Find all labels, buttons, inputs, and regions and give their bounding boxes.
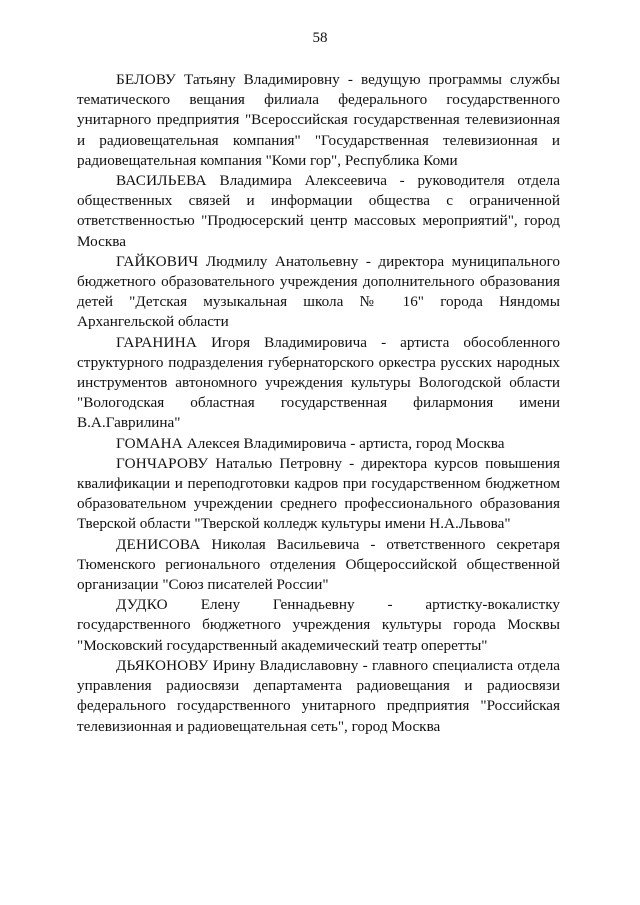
list-item (77, 656, 560, 737)
person-details: Николая Васильевича - ответственного секретаря Тюменского регионального отделения Общероссийской общественной организации "Союз писателей России" (77, 535, 560, 594)
person-surname: ДЬЯКОНОВУ (116, 656, 209, 674)
person-surname: БЕЛОВУ (116, 71, 176, 88)
list-item (77, 171, 560, 252)
person-surname: ГАЙКОВИЧ (116, 252, 199, 270)
person-details: Игоря Владимировича - артиста обособленного структурного подразделения губернаторского оркестра русских народных инструментов автономного учреждения культуры Вологодской области "Вологодская областная государственная филармония имени В.А.Гаврилина" (77, 333, 560, 432)
person-details: Татьяну Владимировну - ведущую программы службы тематического вещания филиала федерального государственного унитарного предприятия "Всероссийская государственная телевизионная и радиовещательная компания" "Государственная телевизионная и радиовещательная компания "Коми гор", Республика Коми (77, 71, 560, 169)
award-list (77, 70, 560, 737)
person-details: Наталью Петровну - директора курсов повышения квалификации и переподготовки кадров при государственном бюджетном образовательном учреждении среднего профессионального образования Тверской области "Тверской колледж культуры имени Н.А.Львова" (77, 454, 561, 533)
list-item (77, 70, 560, 171)
list-item (77, 252, 560, 333)
person-details: Елену Геннадьевну - артистку-вокалистку государственного бюджетного учреждения культуры города Москвы "Московский государственный академический театр оперетты" (77, 596, 561, 654)
person-surname: ГОМАНА (116, 434, 183, 452)
list-item (77, 595, 560, 656)
person-surname: ДЕНИСОВА (116, 535, 201, 553)
person-details: Алексея Владимировича - артиста, город Москва (186, 434, 505, 452)
list-item (77, 434, 560, 454)
list-item (77, 333, 560, 434)
person-details: Владимира Алексеевича - руководителя отдела общественных связей и информации общества с ограниченной ответственностью "Продюсерский центр массовых мероприятий", город Москва (77, 172, 561, 250)
person-details: Ирину Владиславовну - главного специалиста отдела управления радиосвязи департамента радиовещания и радиосвязи федерального государственного унитарного предприятия "Российская телевизионная и радиовещательная сеть", город Москва (77, 656, 561, 735)
person-details: Людмилу Анатольевну - директора муниципального бюджетного образовательного учреждения дополнительного образования детей "Детская музыкальная школа № 16" города Няндомы Архангельской области (77, 252, 561, 331)
page-number: 58 (312, 30, 328, 46)
person-surname: ГАРАНИНА (116, 333, 198, 351)
person-surname: ГОНЧАРОВУ (116, 454, 209, 472)
person-surname: ВАСИЛЬЕВА (116, 172, 207, 190)
list-item (77, 454, 560, 535)
list-item (77, 535, 560, 596)
person-surname: ДУДКО (116, 596, 168, 614)
